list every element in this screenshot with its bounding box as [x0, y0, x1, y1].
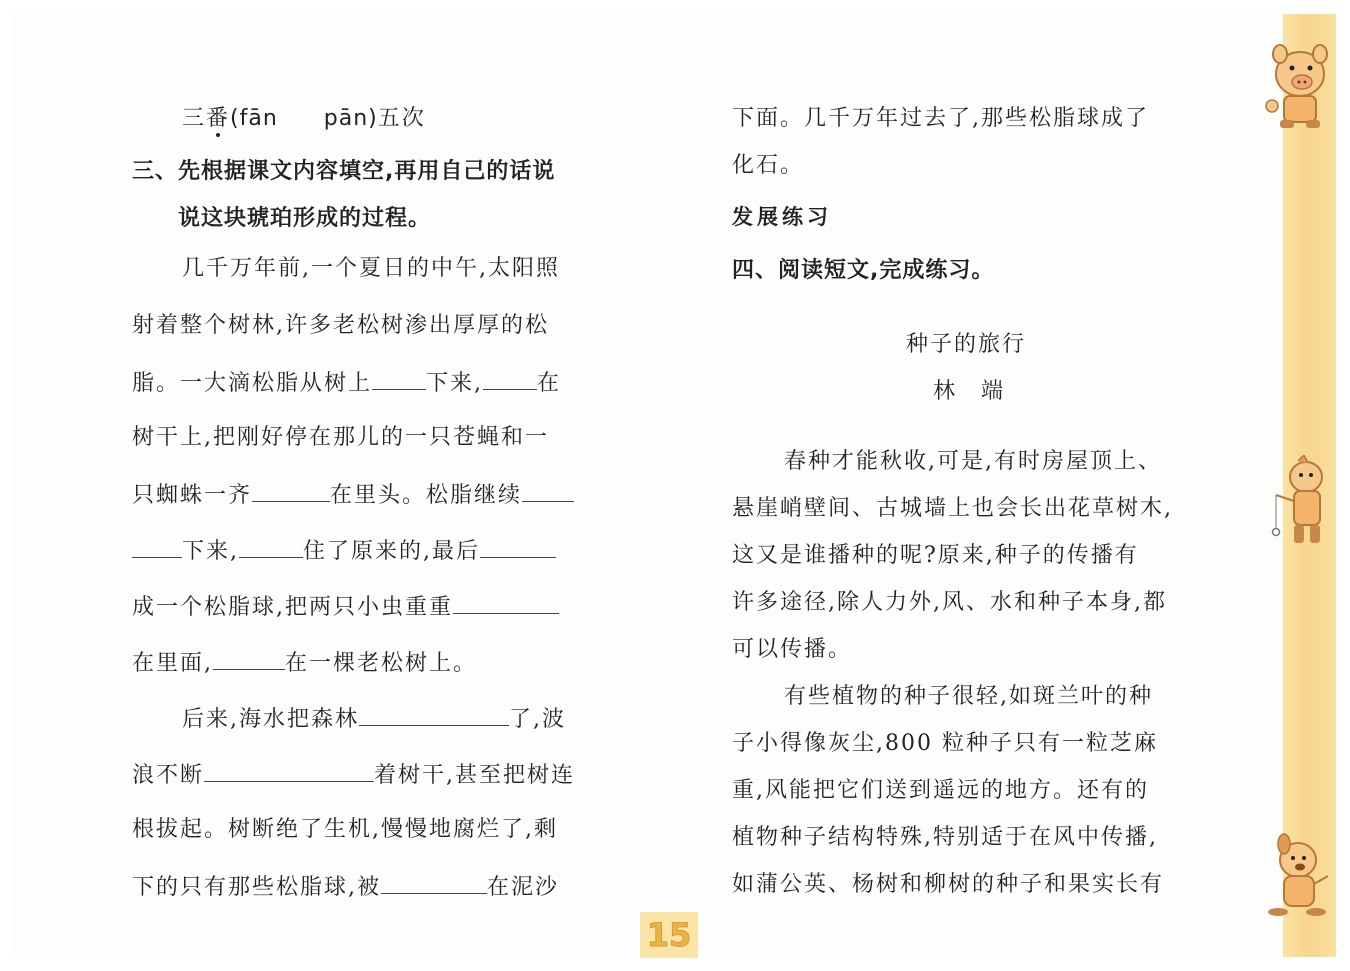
article-title: 种子的旅行: [906, 332, 1027, 357]
article-line: 可以传播。: [732, 637, 853, 662]
dotted-character: 番: [206, 106, 231, 131]
passage-line: 下的只有那些松脂球,被 在泥沙: [132, 871, 559, 903]
passage-line: 在里面, 在一棵老松树上。: [132, 647, 477, 679]
answer-blank[interactable]: [252, 479, 330, 502]
answer-blank[interactable]: [239, 535, 303, 558]
article-author: 林 端: [933, 379, 1006, 404]
article-line: 如蒲公英、杨树和柳树的种子和果实长有: [732, 872, 1165, 897]
passage-line: 浪不断 着树干,甚至把树连: [132, 759, 575, 791]
article-line: 许多途径,除人力外,风、水和种子本身,都: [732, 590, 1167, 615]
passage-line: 后来,海水把森林 了,波: [182, 703, 566, 735]
answer-blank[interactable]: [132, 535, 182, 558]
article-line: 重,风能把它们送到遥远的地方。还有的: [732, 778, 1149, 803]
answer-blank[interactable]: [381, 871, 487, 894]
passage-line: 树干上,把刚好停在那儿的一只苍蝇和一: [132, 425, 549, 450]
answer-blank[interactable]: [453, 591, 559, 614]
article-line: 悬崖峭壁间、古城墙上也会长出花草树木,: [732, 496, 1173, 521]
question-3-heading-cont: 说这块琥珀形成的过程。: [178, 206, 432, 231]
passage-line: 下面。几千万年过去了,那些松脂球成了: [732, 106, 1149, 131]
pig-mascot-icon: [1262, 40, 1336, 132]
passage-line: 化石。: [732, 153, 805, 178]
answer-blank[interactable]: [372, 367, 426, 390]
passage-line: 下来, 住了原来的,最后: [132, 535, 556, 567]
passage-line: 成一个松脂球,把两只小虫重重: [132, 591, 559, 623]
pinyin-question-line: 三番(fān pān)五次: [182, 106, 426, 131]
dog-mascot-icon: [1266, 832, 1336, 922]
answer-blank[interactable]: [359, 703, 509, 726]
question-3-heading: 三、先根据课文内容填空,再用自己的话说: [132, 159, 556, 184]
article-line: 有些植物的种子很轻,如斑兰叶的种: [784, 684, 1153, 709]
answer-blank[interactable]: [204, 759, 374, 782]
answer-blank[interactable]: [522, 479, 574, 502]
article-line: 植物种子结构特殊,特别适于在风中传播,: [732, 825, 1158, 850]
passage-line: 几千万年前,一个夏日的中午,太阳照: [182, 256, 560, 281]
answer-blank[interactable]: [483, 367, 537, 390]
passage-line: 只蜘蛛一齐 在里头。松脂继续: [132, 479, 574, 511]
answer-blank[interactable]: [213, 647, 285, 670]
answer-blank[interactable]: [480, 535, 556, 558]
article-line: 这又是谁播种的呢?原来,种子的传播有: [732, 543, 1139, 568]
question-4-heading: 四、阅读短文,完成练习。: [732, 258, 995, 283]
section-title: 发展练习: [732, 205, 832, 229]
passage-line: 脂。一大滴松脂从树上 下来, 在: [132, 367, 561, 399]
passage-line: 根拔起。树断绝了生机,慢慢地腐烂了,剩: [132, 817, 558, 842]
page-number: 15: [640, 912, 698, 958]
article-line: 春种才能秋收,可是,有时房屋顶上、: [784, 449, 1162, 474]
passage-line: 射着整个树林,许多老松树渗出厚厚的松: [132, 313, 549, 338]
yoyo-mascot-icon: [1268, 455, 1336, 550]
article-line: 子小得像灰尘,800 粒种子只有一粒芝麻: [732, 731, 1158, 756]
